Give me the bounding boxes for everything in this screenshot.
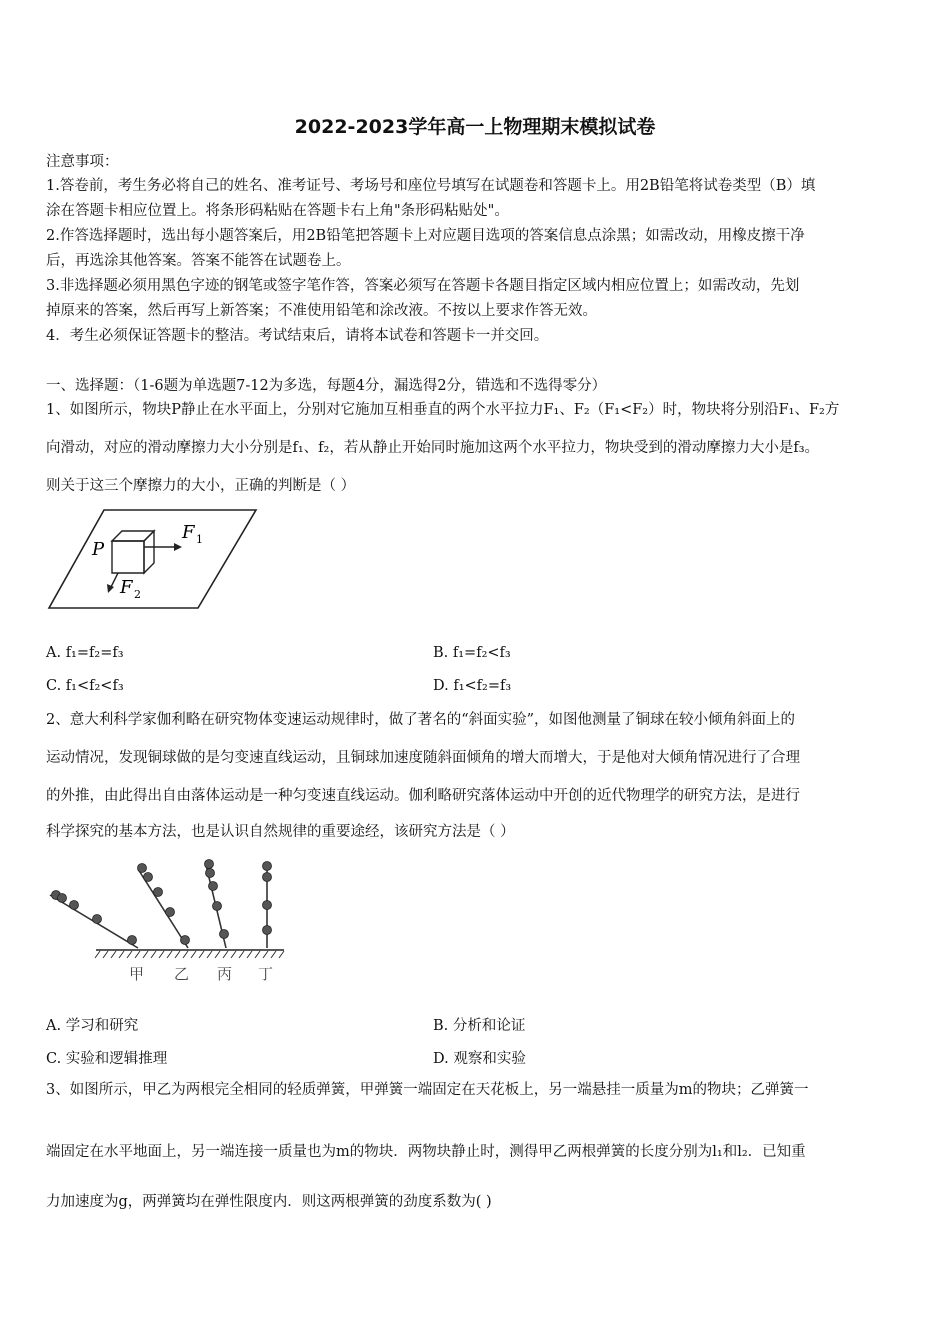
label-p: P (92, 539, 105, 560)
ball (213, 902, 222, 911)
label-jia: 甲 (129, 965, 145, 983)
ball (144, 873, 153, 882)
q2-stem-line: 2、意大利科学家伽利略在研究物体变速运动规律时，做了著名的“斜面实验”，如图他测量了铜球在较小倾角斜面上的 (46, 712, 796, 728)
notice-line: 后，再选涂其他答案。答案不能答在试题卷上。 (46, 253, 351, 269)
ball (93, 915, 102, 924)
label-f1: F (182, 522, 195, 543)
q1-stem-line: 1、如图所示，物块P静止在水平面上，分别对它施加互相垂直的两个水平拉力F₁、F₂（F₁<F₂）时，物块将分别沿F₁、F₂方 (46, 402, 840, 418)
q1-option-c: C. f₁<f₂<f₃ (46, 678, 124, 694)
q3-stem-line: 力加速度为g，两弹簧均在弹性限度内．则这两根弹簧的劲度系数为( ) (46, 1194, 492, 1210)
q1-figure (46, 505, 266, 615)
page-title: 2022-2023学年高一上物理期末模拟试卷 (294, 116, 656, 138)
q3-stem-line: 3、如图所示，甲乙为两根完全相同的轻质弹簧，甲弹簧一端固定在天花板上，另一端悬挂一质量为m的物块；乙弹簧一 (46, 1082, 809, 1098)
q2-stem-line: 的外推，由此得出自由落体运动是一种匀变速直线运动。伽利略研究落体运动中开创的近代物理学的研究方法，是进行 (46, 788, 800, 804)
ball (58, 894, 67, 903)
label-ding: 丁 (258, 965, 274, 983)
q1-option-d: D. f₁<f₂=f₃ (433, 678, 512, 694)
notice-line: 3.非选择题必须用黑色字迹的钢笔或签字笔作答，答案必须写在答题卡各题目指定区域内相应位置上；如需改动，先划 (46, 278, 800, 294)
notice-line: 4．考生必须保证答题卡的整洁。考试结束后，请将本试卷和答题卡一并交回。 (46, 328, 549, 344)
ball (181, 936, 190, 945)
ball (263, 873, 272, 882)
notice-line: 掉原来的答案，然后再写上新答案；不准使用铅笔和涂改液。不按以上要求作答无效。 (46, 303, 597, 319)
q2-option-d: D. 观察和实验 (433, 1051, 526, 1067)
ball (166, 908, 175, 917)
plane (49, 510, 256, 608)
q3-stem-line: 端固定在水平地面上，另一端连接一质量也为m的物块．两物块静止时，测得甲乙两根弹簧的长度分别为l₁和l₂．已知重 (46, 1144, 806, 1160)
label-bing: 丙 (217, 965, 233, 983)
label-f1-sub: 1 (196, 533, 203, 546)
q2-figure (46, 855, 291, 985)
q2-stem-line: 科学探究的基本方法，也是认识自然规律的重要途经，该研究方法是（ ） (46, 824, 515, 840)
ball (138, 864, 147, 873)
q2-stem-line: 运动情况，发现铜球做的是匀变速直线运动，且铜球加速度随斜面倾角的增大而增大，于是他对大倾角情况进行了合理 (46, 750, 800, 766)
q1-option-b: B. f₁=f₂<f₃ (433, 645, 511, 661)
ball (128, 936, 137, 945)
ball (263, 901, 272, 910)
ball (263, 926, 272, 935)
label-yi: 乙 (174, 965, 190, 983)
q1-stem-line: 向滑动，对应的滑动摩擦力大小分别是f₁、f₂，若从静止开始同时施加这两个水平拉力，物块受到的滑动摩擦力大小是f₃。 (46, 440, 820, 456)
ball (209, 882, 218, 891)
ball (206, 869, 215, 878)
ball (70, 901, 79, 910)
notice-line: 涂在答题卡相应位置上。将条形码粘贴在答题卡右上角"条形码粘贴处"。 (46, 203, 509, 219)
ground-hatch (95, 951, 284, 958)
label-f2-sub: 2 (134, 588, 141, 601)
ball (263, 862, 272, 871)
notice-line: 2.作答选择题时，选出每小题答案后，用2B铅笔把答题卡上对应题目选项的答案信息点涂黑；如需改动，用橡皮擦干净 (46, 228, 805, 244)
q2-option-b: B. 分析和论证 (433, 1018, 526, 1034)
block-p (112, 531, 154, 573)
q1-option-a: A. f₁=f₂=f₃ (46, 645, 124, 661)
ball (154, 888, 163, 897)
notice-heading: 注意事项： (46, 154, 119, 170)
notice-line: 1.答卷前，考生务必将自己的姓名、准考证号、考场号和座位号填写在试题卷和答题卡上。用2B铅笔将试卷类型（B）填 (46, 178, 816, 194)
q1-stem-line: 则关于这三个摩擦力的大小，正确的判断是（ ） (46, 478, 356, 494)
ball (220, 930, 229, 939)
q2-option-c: C. 实验和逻辑推理 (46, 1051, 168, 1067)
ball (205, 860, 214, 869)
q2-option-a: A. 学习和研究 (46, 1018, 139, 1034)
section-heading: 一、选择题：（1-6题为单选题7-12为多选，每题4分，漏选得2分，错选和不选得零分） (46, 378, 607, 394)
label-f2: F (120, 577, 133, 598)
